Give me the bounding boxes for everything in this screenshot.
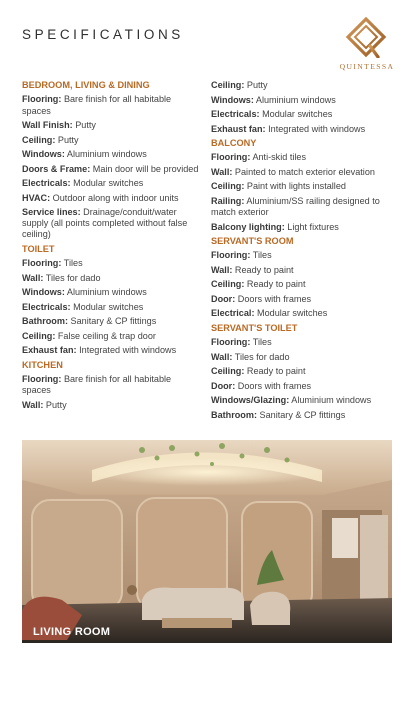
spec-item bbox=[22, 94, 202, 116]
brand-name: QUINTESSA bbox=[339, 62, 395, 71]
spec-item bbox=[211, 80, 397, 91]
spec-label: Windows: bbox=[22, 287, 65, 298]
spec-value: Modular switches bbox=[73, 178, 144, 188]
spec-item bbox=[211, 279, 397, 290]
left-spec-column bbox=[22, 80, 202, 414]
spec-item bbox=[211, 181, 397, 192]
spec-item bbox=[22, 287, 202, 298]
spec-value: Light fixtures bbox=[287, 221, 339, 232]
spec-value: Doors with frames bbox=[237, 380, 312, 391]
spec-label: Service lines: bbox=[22, 207, 81, 217]
spec-item bbox=[211, 152, 397, 163]
living-room-photo bbox=[22, 440, 392, 643]
spec-value: Main door will be provided bbox=[92, 163, 199, 174]
spec-label: Flooring: bbox=[22, 94, 62, 105]
spec-value: Aluminium windows bbox=[66, 149, 147, 159]
spec-label: Door: bbox=[211, 380, 236, 391]
spec-label: Wall: bbox=[22, 399, 44, 410]
spec-value: Outdoor along with indoor units bbox=[52, 192, 179, 203]
spec-label: Bathroom: bbox=[211, 409, 257, 420]
spec-label: Ceiling: bbox=[211, 279, 245, 290]
spec-item bbox=[22, 193, 202, 204]
spec-value: Ready to paint bbox=[246, 279, 306, 290]
spec-label: Wall Finish: bbox=[22, 120, 73, 130]
spec-label: Exhaust fan: bbox=[22, 345, 77, 356]
spec-item bbox=[22, 135, 202, 146]
spec-value: Bare finish for all habitable spaces bbox=[22, 94, 172, 116]
spec-item bbox=[22, 149, 202, 160]
spec-label: Electricals: bbox=[211, 109, 260, 119]
spec-item bbox=[211, 265, 397, 276]
spec-item bbox=[211, 410, 397, 421]
spec-label: Wall: bbox=[211, 351, 233, 362]
spec-label: Electricals: bbox=[22, 301, 71, 312]
q-monogram-icon bbox=[344, 16, 388, 58]
spec-label: HVAC: bbox=[22, 192, 51, 203]
spec-label: Ceiling: bbox=[211, 181, 245, 192]
spec-item bbox=[211, 352, 397, 363]
spec-label: Bathroom: bbox=[22, 316, 68, 327]
spec-value: Sanitary & CP fittings bbox=[70, 316, 157, 327]
spec-value: Putty bbox=[75, 120, 96, 130]
spec-label: Door: bbox=[211, 293, 236, 304]
spec-value: Painted to match exterior elevation bbox=[234, 166, 375, 177]
spec-item bbox=[22, 316, 202, 327]
spec-item bbox=[22, 207, 202, 241]
spec-item bbox=[211, 337, 397, 348]
spec-item bbox=[22, 374, 202, 396]
spec-value: Aluminium windows bbox=[291, 395, 372, 406]
spec-label: Wall: bbox=[211, 264, 233, 275]
spec-label: Wall: bbox=[22, 272, 44, 283]
spec-label: Windows: bbox=[211, 94, 254, 105]
spec-value: Anti-skid tiles bbox=[252, 152, 307, 163]
spec-label: Electricals: bbox=[22, 178, 71, 188]
spec-value: Putty bbox=[246, 80, 268, 90]
spec-value: Aluminium/SS railing designed to match exterior bbox=[211, 195, 380, 217]
section-heading: TOILET bbox=[22, 243, 55, 254]
spec-label: Exhaust fan: bbox=[211, 123, 266, 134]
spec-label: Railing: bbox=[211, 195, 245, 206]
spec-value: Aluminium windows bbox=[66, 287, 147, 298]
spec-item bbox=[22, 331, 202, 342]
spec-value: Modular switches bbox=[73, 301, 144, 312]
spec-item bbox=[211, 222, 397, 233]
spec-value: Tiles bbox=[252, 250, 272, 261]
spec-item bbox=[211, 167, 397, 178]
spec-item bbox=[211, 366, 397, 377]
spec-label: Balcony lighting: bbox=[211, 221, 285, 232]
spec-item bbox=[22, 178, 202, 189]
spec-label: Ceiling: bbox=[211, 80, 245, 90]
section-heading: SERVANT'S ROOM bbox=[211, 236, 294, 246]
spec-item bbox=[22, 273, 202, 284]
section-heading: BALCONY bbox=[211, 138, 257, 148]
spec-value: Tiles bbox=[252, 337, 272, 348]
spec-label: Flooring: bbox=[22, 374, 62, 384]
spec-value: False ceiling & trap door bbox=[57, 330, 156, 341]
section-heading: SERVANT'S TOILET bbox=[211, 322, 298, 333]
page-title: SPECIFICATIONS bbox=[22, 27, 184, 42]
spec-item bbox=[211, 294, 397, 305]
spec-item bbox=[211, 196, 397, 218]
spec-value: Putty bbox=[45, 399, 67, 410]
spec-value: Tiles bbox=[63, 258, 83, 269]
spec-value: Ready to paint bbox=[246, 366, 306, 377]
spec-value: Tiles for dado bbox=[234, 351, 290, 362]
spec-value: Aluminium windows bbox=[255, 94, 336, 105]
spec-item bbox=[211, 395, 397, 406]
spec-label: Windows/Glazing: bbox=[211, 395, 290, 406]
section-heading: KITCHEN bbox=[22, 359, 63, 370]
spec-value: Modular switches bbox=[262, 109, 333, 119]
spec-item bbox=[211, 124, 397, 135]
spec-label: Flooring: bbox=[211, 337, 251, 348]
spec-item bbox=[22, 400, 202, 411]
spec-label: Wall: bbox=[211, 166, 233, 177]
spec-item bbox=[211, 308, 397, 319]
spec-label: Ceiling: bbox=[22, 134, 56, 145]
spec-value: Sanitary & CP fittings bbox=[259, 409, 346, 420]
spec-value: Putty bbox=[57, 134, 79, 145]
spec-item bbox=[211, 381, 397, 392]
photo-caption: LIVING ROOM bbox=[33, 626, 111, 638]
spec-label: Windows: bbox=[22, 149, 65, 159]
spec-value: Integrated with windows bbox=[268, 123, 366, 134]
spec-item bbox=[211, 95, 397, 106]
spec-item bbox=[211, 250, 397, 261]
spec-label: Flooring: bbox=[211, 250, 251, 261]
spec-value: Ready to paint bbox=[234, 264, 294, 275]
spec-value: Drainage/conduit/water supply (all points completed without false ceiling) bbox=[22, 207, 188, 240]
section-heading: BEDROOM, LIVING & DINING bbox=[22, 80, 150, 90]
spec-value: Doors with frames bbox=[237, 293, 312, 304]
spec-label: Flooring: bbox=[22, 258, 62, 269]
spec-value: Integrated with windows bbox=[79, 345, 177, 356]
spec-label: Doors & Frame: bbox=[22, 163, 91, 174]
spec-value: Paint with lights installed bbox=[246, 181, 346, 192]
spec-item bbox=[211, 109, 397, 120]
right-spec-column bbox=[211, 80, 397, 424]
spec-item bbox=[22, 345, 202, 356]
spec-item bbox=[22, 164, 202, 175]
spec-label: Ceiling: bbox=[211, 366, 245, 377]
spec-value: Tiles for dado bbox=[45, 272, 101, 283]
spec-label: Flooring: bbox=[211, 152, 251, 163]
spec-item bbox=[22, 258, 202, 269]
spec-value: Modular switches bbox=[257, 308, 328, 319]
spec-item bbox=[22, 302, 202, 313]
spec-item bbox=[22, 120, 202, 131]
spec-value: Bare finish for all habitable spaces bbox=[22, 374, 172, 396]
quintessa-logo bbox=[336, 16, 398, 76]
spec-label: Electrical: bbox=[211, 308, 255, 319]
spec-label: Ceiling: bbox=[22, 330, 56, 341]
